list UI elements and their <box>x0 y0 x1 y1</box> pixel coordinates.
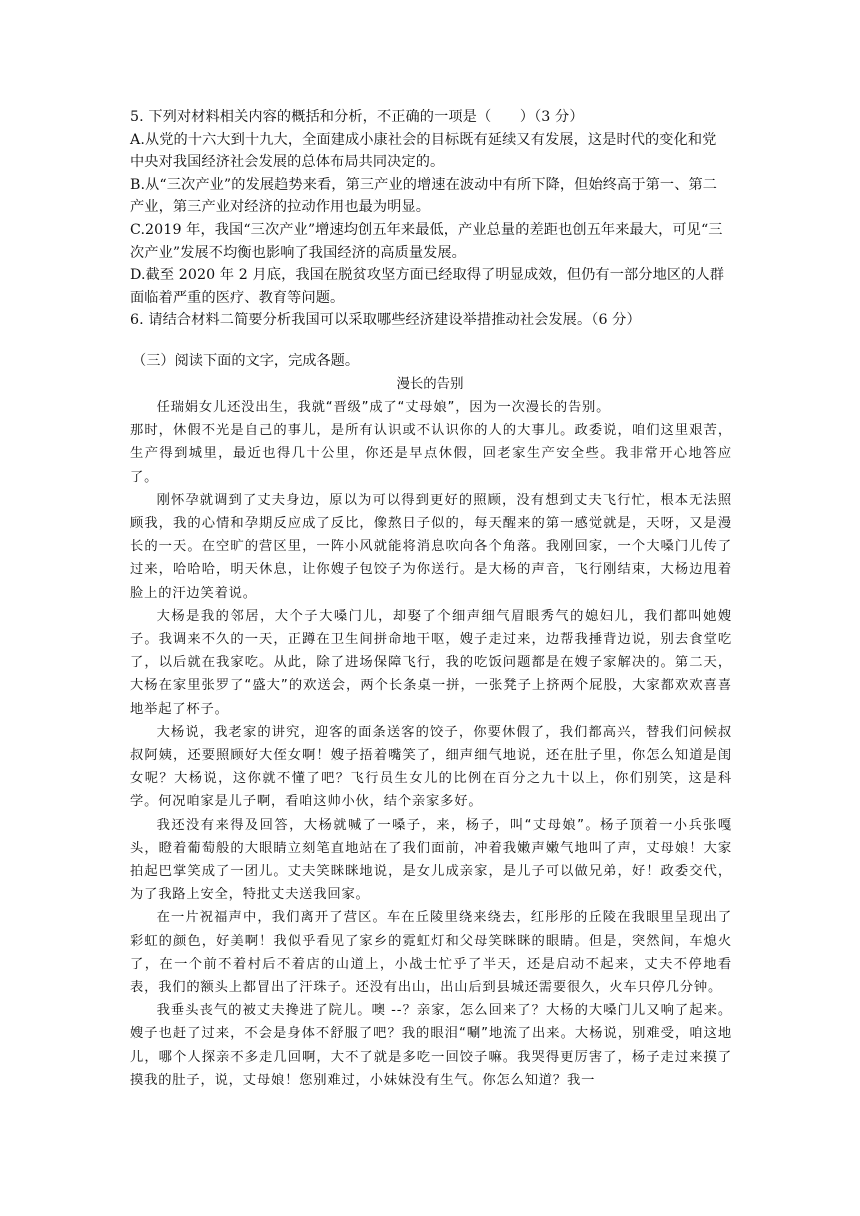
story-paragraph: 我垂头丧气的被丈夫搀进了院儿。噢 --？亲家，怎么回来了？大杨的大嗓门儿又响了起来。嫂子也赶了过来，不会是身体不舒服了吧？我的眼泪“唰”地流了出来。大杨说，别难受，咱这地儿，哪个人探亲不多走几回啊，大不了就是多吃一回饺子嘛。我哭得更厉害了，杨子走过来摸了摸我的肚子，说，丈母娘！您别难过，小妹妹没有生气。你怎么知道？我一 <box>130 1003 732 1088</box>
question-6: 6. 请结合材料二简要分析我国可以采取哪些经济建设举措推动社会发展。（6 分） <box>130 312 641 329</box>
option-b: B.从“三次产业”的发展趋势来看，第三产业的增速在波动中有所下降，但始终高于第一、第二产业，第三产业对经济的拉动作用也最为明显。 <box>130 176 718 216</box>
story-paragraph: 大杨说，我老家的讲究，迎客的面条送客的饺子，你要休假了，我们都高兴，替我们问候叔叔阿姨，还要照顾好大侄女啊！嫂子捂着嘴笑了，细声细气地说，还在肚子里，你怎么知道是闺女呢？大杨说，这你就不懂了吧？飞行员生女儿的比例在百分之九十以上，你们别笑，这是科学。何况咱家是儿子啊，看咱这帅小伙，结个亲家多好。 <box>130 724 732 810</box>
story-paragraph: 在一片祝福声中，我们离开了营区。车在丘陵里绕来绕去，红彤彤的丘陵在我眼里呈现出了彩虹的颜色，好美啊！我似乎看见了家乡的霓虹灯和父母笑眯眯的眼睛。但是，突然间，车熄火了，在一个前不着村后不着店的山道上，小战士忙乎了半天，还是启动不起来，丈夫不停地看表，我们的额头上都冒出了汗珠子。还没有出山，出山后到县城还需要很久，火车只停几分钟。 <box>130 910 732 996</box>
story-paragraph: 那时，休假不光是自己的事儿，是所有认识或不认识你的人的大事儿。政委说，咱们这里艰苦，生产得到城里，最近也得几十公里，你还是早点休假，回老家生产安全些。我非常开心地答应了。 <box>130 423 732 485</box>
question-5 <box>130 106 730 332</box>
story-paragraph: 大杨是我的邻居，大个子大嗓门儿，却娶了个细声细气眉眼秀气的媳妇儿，我们都叫她嫂子。我调来不久的一天，正蹲在卫生间拼命地干呕，嫂子走过来，边帮我捶背边说，别去食堂吃了，以后就在我家吃。从此，除了进场保障飞行，我的吃饭问题都是在嫂子家解决的。第二天，大杨在家里张罗了“盛大”的欢送会，两个长条桌一拼，一张凳子上挤两个屁股，大家都欢欢喜喜地举起了杯子。 <box>130 608 732 717</box>
story-paragraph: 任瑞娟女儿还没出生，我就“晋级”成了“丈母娘”，因为一次漫长的告别。 <box>156 400 611 415</box>
story-paragraph: 我还没有来得及回答，大杨就喊了一嗓子，来，杨子，叫“丈母娘”。杨子顶着一小兵张嘎头，瞪着葡萄般的大眼睛立刻笔直地站在了我们面前，冲着我嫩声嫩气地叫了声，丈母娘！大家拍起巴掌笑成了一团儿。丈夫笑眯眯地说，是女儿成亲家，是儿子可以做兄弟，好！政委交代，为了我路上安全，特批丈夫送我回家。 <box>130 817 732 903</box>
story-body <box>130 396 732 1092</box>
story-paragraph: 刚怀孕就调到了丈夫身边，原以为可以得到更好的照顾，没有想到丈夫飞行忙，根本无法照顾我，我的心情和孕期反应成了反比，像熬日子似的，每天醒来的第一感觉就是，天呀，又是漫长的一天。在空旷的营区里，一阵小风就能将消息吹向各个角落。我刚回家，一个大嗓门儿传了过来，哈哈哈，明天休息，让你嫂子包饺子为你送行。是大杨的声音，飞行刚结束，大杨边甩着脸上的汗边笑着说。 <box>130 492 732 601</box>
question-5-stem: 5. 下列对材料相关内容的概括和分析，不正确的一项是（ ）（3 分） <box>130 109 584 125</box>
option-c: C.2019 年，我国“三次产业”增速均创五年来最低，产业总量的差距也创五年来最大，可见“三次产业”发展不均衡也影响了我国经济的高质量发展。 <box>130 221 723 261</box>
section-heading: （三）阅读下面的文字，完成各题。 <box>132 353 360 369</box>
story-title: 漫长的告别 <box>396 377 464 392</box>
option-a: A.从党的十六大到十九大，全面建成小康社会的目标既有延续又有发展，这是时代的变化和党中央对我国经济社会发展的总体布局共同决定的。 <box>130 131 717 171</box>
option-d: D.截至 2020 年 2 月底，我国在脱贫攻坚方面已经取得了明显成效，但仍有一部分地区的人群面临着严重的医疗、教育等问题。 <box>130 267 725 306</box>
